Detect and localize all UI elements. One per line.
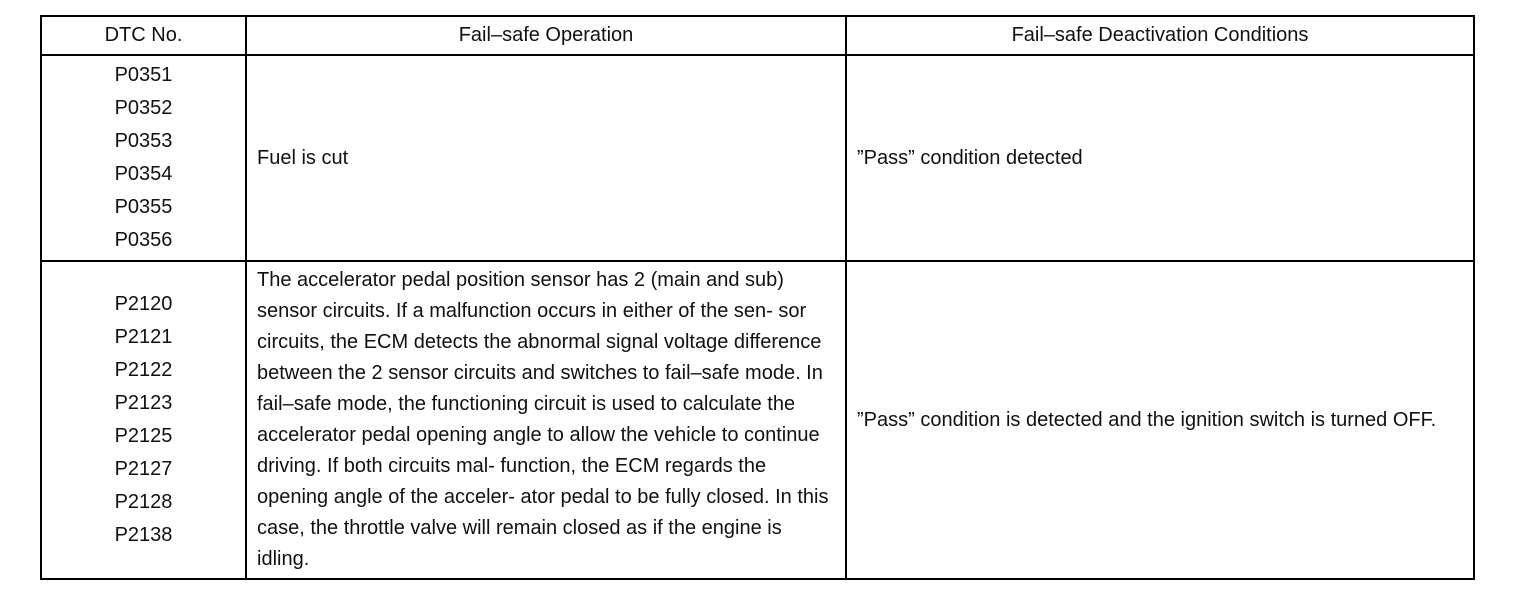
- failsafe-operation-text: The accelerator pedal position sensor has 2 (main and sub) sensor circuits. If a malfunction occurs in either of the sen- sor circuits, the ECM detects the abnormal signal voltage difference between the 2 sensor circuits and switches to fail–safe mode. In fail–safe mode, the functioning circuit is used to calculate the accelerator pedal opening angle to allow the vehicle to continue driving. If both circuits mal- function, the ECM regards the opening angle of the acceler- ator pedal to be fully closed. In this case, the throttle valve will remain closed as if the engine is idling.: [246, 261, 846, 579]
- dtc-codes-cell: [41, 261, 246, 579]
- header-dtc-no: DTC No.: [41, 16, 246, 55]
- dtc-code: P0356: [114, 229, 173, 251]
- table-row: [41, 261, 1474, 579]
- dtc-code: P2125: [114, 425, 173, 447]
- dtc-code: P2128: [114, 491, 173, 513]
- deactivation-condition-text: ”Pass” condition detected: [846, 55, 1474, 261]
- dtc-code: P2123: [114, 392, 173, 414]
- dtc-code: P2127: [114, 458, 173, 480]
- header-deactivation-conditions: Fail–safe Deactivation Conditions: [846, 16, 1474, 55]
- dtc-code: P0354: [114, 163, 173, 185]
- table-header-row: [41, 16, 1474, 55]
- dtc-code: P0351: [114, 64, 173, 86]
- dtc-codes-cell: [41, 55, 246, 261]
- dtc-code: P2138: [114, 524, 173, 546]
- failsafe-table: [40, 15, 1475, 580]
- dtc-code: P0352: [114, 97, 173, 119]
- deactivation-condition-text: ”Pass” condition is detected and the ignition switch is turned OFF.: [846, 261, 1474, 579]
- table-row: [41, 55, 1474, 261]
- dtc-code: P2121: [114, 326, 173, 348]
- dtc-code: P2120: [114, 293, 173, 315]
- header-failsafe-operation: Fail–safe Operation: [246, 16, 846, 55]
- dtc-code: P0355: [114, 196, 173, 218]
- failsafe-operation-text: Fuel is cut: [246, 55, 846, 261]
- dtc-code: P0353: [114, 130, 173, 152]
- dtc-code: P2122: [114, 359, 173, 381]
